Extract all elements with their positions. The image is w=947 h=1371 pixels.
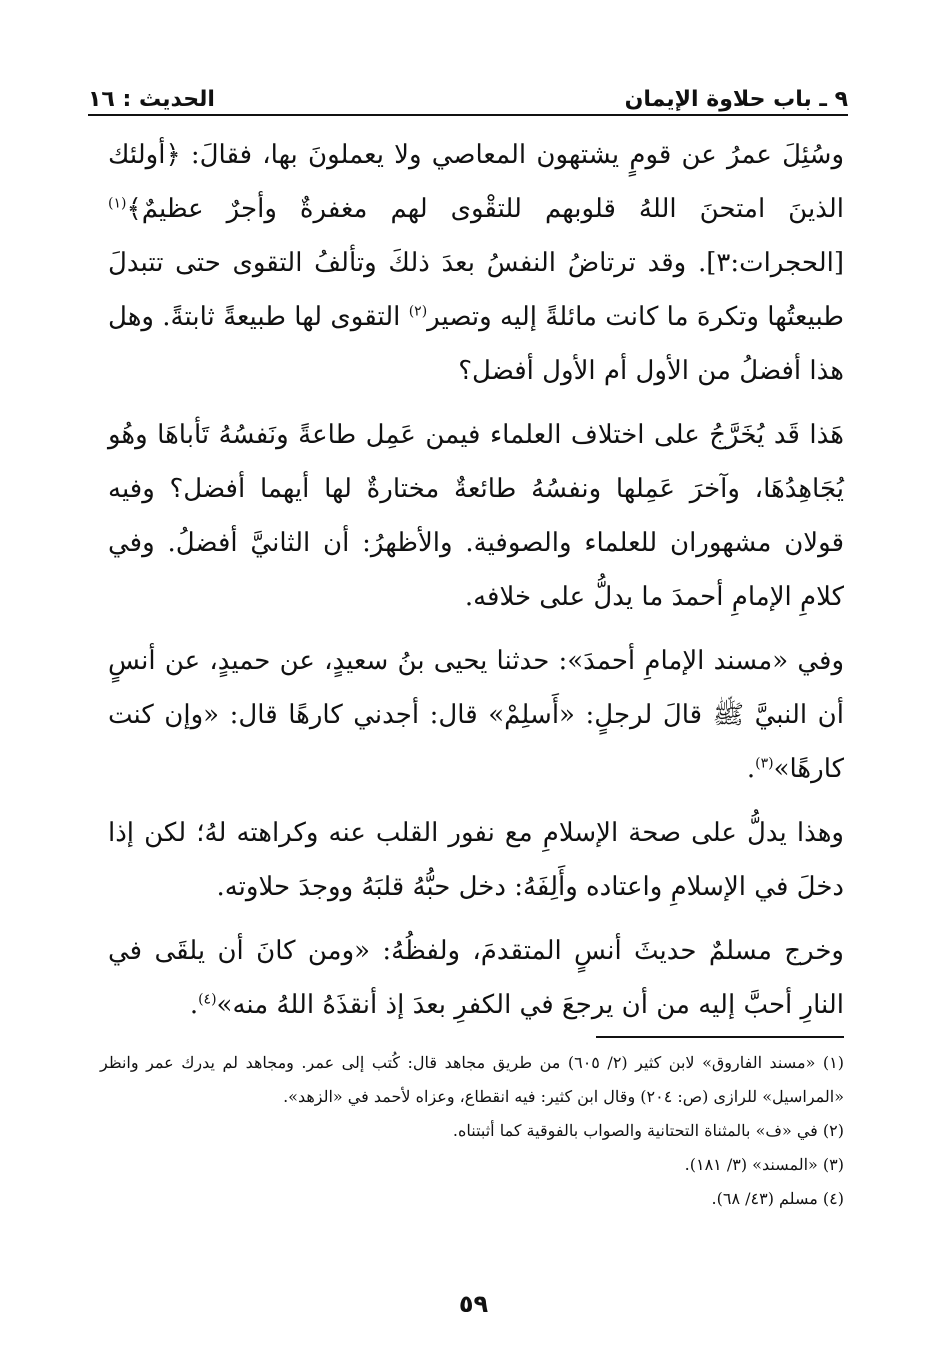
footnote-4: (٤) مسلم (٤٣/ ٦٨). (711, 1189, 844, 1208)
chapter-title: ٩ ـ باب حلاوة الإيمان (624, 87, 848, 112)
paragraph-end: . (189, 990, 199, 1020)
paragraph-3 (108, 634, 844, 796)
footnote-1: (١) «مسند الفاروق» لابن كثير (٢/ ٦٠٥) من طريق مجاهد قال: كُتب إلى عمر. ومجاهد لم يدرك عمر وانظر «المراسيل» للرازى (ص: ٢٠٤) وقال ابن كثير: فيه انقطاع، وعزاه لأحمد في «الزهد». (100, 1053, 845, 1106)
footnote-ref-2: (٢) (408, 303, 428, 320)
footnote-ref-1: (١) (108, 195, 127, 212)
paragraph-text: وفي «مسند الإمامِ أحمدَ»: حدثنا يحيى بنُ سعيدٍ، عن حميدٍ، عن أنسٍ أن النبيَّ ﷺ قالَ لرجلٍ: «أَسلِمْ» قال: أجدني كارهًا قال: «وإن كنت كارهًا» (108, 646, 844, 784)
paragraph-2 (108, 408, 844, 624)
paragraph-1 (108, 128, 844, 398)
paragraph-text: هَذا قَد يُخَرَّجُ على اختلاف العلماء فيمن عَمِل طاعةً ونَفسُهُ تَأباهَا وهُو يُجَاهِدُهَا، وآخرَ عَمِلها ونفسُهُ طائعةٌ مختارةٌ لها أيهما أفضل؟ وفيه قولان مشهوران للعلماء والصوفية. والأظهرُ: أن الثانيَّ أفضلُ. وفي كلامِ الإمامِ أحمدَ ما يدلُّ على خلافه. (108, 420, 845, 612)
footnotes (100, 1046, 844, 1216)
main-text (108, 128, 844, 1042)
hadith-number: الحديث : ١٦ (88, 87, 215, 112)
paragraph-text: وسُئِلَ عمرُ عن قومٍ يشتهون المعاصي ولا يعملونَ بها، فقالَ: ﴿أولئك الذينَ امتحنَ اللهُ قلوبهم للتقْوى لهم مغفرةٌ وأجرٌ عظيمٌ﴾ (108, 140, 844, 224)
paragraph-text: وهذا يدلُّ على صحة الإسلامِ مع نفور القلب عنه وكراهته لهُ؛ لكن إذا دخلَ في الإسلامِ واعتاده وأَلِفَهُ: دخل حبُّهُ قلبَهُ ووجدَ حلاوته. (108, 818, 844, 902)
footnote-ref-4: (٤) (198, 991, 217, 1008)
paragraph-4 (108, 806, 844, 914)
running-header (88, 72, 848, 112)
paragraph-5 (108, 924, 844, 1032)
footnote-3: (٣) «المسند» (٣/ ١٨١). (684, 1155, 844, 1174)
header-divider (88, 114, 848, 116)
footnote-ref-3: (٣) (755, 755, 774, 772)
paragraph-text: وخرج مسلمٌ حديثَ أنسٍ المتقدمَ، ولفظُهُ: «ومن كانَ أن يلقَى في النارِ أحبَّ إليه من أن يرجعَ في الكفرِ بعدَ إذ أنقذَهُ اللهُ منه» (108, 936, 844, 1020)
paragraph-text: التقوى لها طبيعةً ثابتةً. وهل هذا أفضلُ من الأول أم الأول أفضل؟ (108, 302, 844, 386)
paragraph-text: [الحجرات:٣]. وقد ترتاضُ النفسُ بعدَ ذلكَ وتألفُ التقوى حتى تتبدلَ طبيعتُها وتكرهَ ما كانت مائلةً إليه وتصير (108, 248, 844, 332)
paragraph-end: . (746, 754, 756, 784)
footnote-divider (596, 1036, 844, 1038)
page-number: ٥٩ (458, 1290, 489, 1318)
footnote-2: (٢) في «ف» بالمثناة التحتانية والصواب بالفوقية كما أثبتناه. (452, 1121, 844, 1140)
